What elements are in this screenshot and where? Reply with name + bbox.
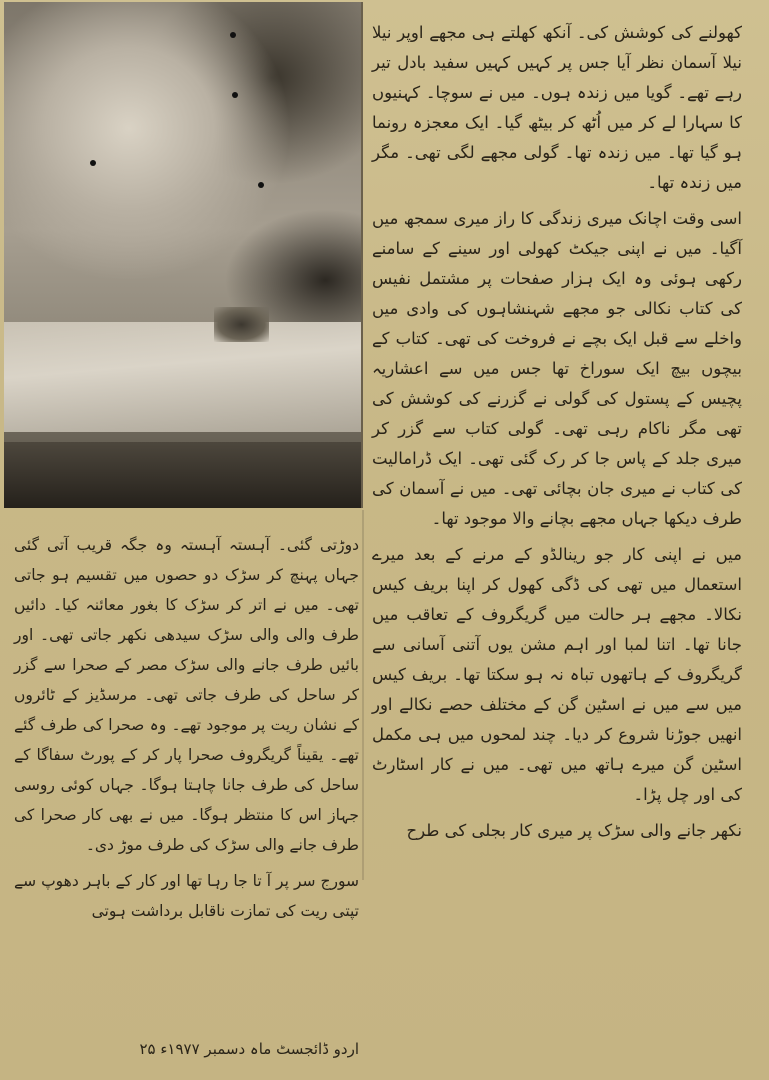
right-text-column xyxy=(372,18,742,852)
desert-road-photo xyxy=(4,2,363,508)
speck xyxy=(232,92,238,98)
paragraph: سورج سر پر آ تا جا رہا تھا اور کار کے باہر دھوپ سے تپتی ریت کی تمازت ناقابل برداشت ہوتی xyxy=(14,872,359,920)
column-divider xyxy=(362,510,364,880)
page-footer: اردو ڈائجسٹ ماہ دسمبر ۱۹۷۷ء ۲۵ xyxy=(139,1040,359,1058)
paragraph: اسی وقت اچانک میری زندگی کا راز میری سمجھ میں آگیا۔ میں نے اپنی جیکٹ کھولی اور سینے کے سامنے رکھی ہوئی وہ ایک ہزار صفحات پر مشتمل نفیس کی کتاب نکالی جو مجھے شہنشاہوں کی وادی میں واخلے سے قبل ایک بچے نے فروخت کی تھی۔ کتاب کے بیچوں بیچ ایک سوراخ تھا جس میں سے اعشاریہ پچیس کے پستول کی گولی نے گزرنے کی کوشش کی تھی مگر ناکام رہی تھی۔ گولی کتاب سے گزر کر میری جلد کے پاس جا کر رک گئی تھی۔ ایک ڈرامالیت کی کتاب نے میری جان بچائی تھی۔ میں نے آسمان کی طرف دیکھا جہاں مجھے بچانے والا موجود تھا۔ xyxy=(372,209,742,528)
road-area xyxy=(4,322,361,432)
paragraph: میں نے اپنی کار جو رینالڈو کے مرنے کے بعد میرے استعمال میں تھی کی ڈگی کھول کر اپنا بریف کیس نکالا۔ مجھے ہر حالت میں گریگروف کے تعاقب میں جانا تھا۔ اتنا لمبا اور اہم مشن یوں آتنی آسانی سے گریگروف کے ہاتھوں تباہ نہ ہو سکتا تھا۔ بریف کیس میں سے میں نے اسٹین گن کے مختلف حصے نکالے اور انھیں جوڑنا شروع کر دیا۔ چند لمحوں میں ہی مکمل اسٹین گن میرے ہاتھ میں تھی۔ میں نے کار اسٹارٹ کی اور چل پڑا۔ xyxy=(372,545,742,804)
speck xyxy=(230,32,236,38)
paragraph: کھولنے کی کوشش کی۔ آنکھ کھلتے ہی مجھے اوپر نیلا نیلا آسمان نظر آیا جس پر کہیں کہیں سفید بادل تیر رہے تھے۔ گویا میں زندہ ہوں۔ میں نے سوچا۔ کہنیوں کا سہارا لے کر میں اُٹھ کر بیٹھ گیا۔ ایک معجزہ رونما ہو گیا تھا۔ میں زندہ تھا۔ گولی مجھے لگی تھی۔ مگر میں زندہ تھا۔ xyxy=(372,23,742,192)
left-text-column xyxy=(14,530,359,932)
photo-shadow xyxy=(4,442,361,508)
car-silhouette xyxy=(214,307,269,342)
paragraph: نکھر جانے والی سڑک پر میری کار بجلی کی طرح xyxy=(406,821,742,840)
speck xyxy=(258,182,264,188)
speck xyxy=(90,160,96,166)
paragraph: دوڑتی گئی۔ آہستہ آہستہ وہ جگہ قریب آتی گئی جہاں پہنچ کر سڑک دو حصوں میں تقسیم ہو جاتی تھی۔ میں نے اتر کر سڑک کا بغور معائنہ کیا۔ دائیں طرف والی والی سڑک سیدھی نکھر جاتی تھی۔ اور بائیں طرف جانے والی سڑک مصر کے صحرا سے گزر کر ساحل کی طرف جاتی تھی۔ مرسڈیز کے ٹائروں کے نشان ریت پر موجود تھے۔ وہ صحرا کی طرف گئے تھے۔ یقیناً گریگروف صحرا پار کر کے پورٹ سفاگا کے ساحل کی طرف جانا چاہتا ہوگا۔ جہاں کوئی روسی جہاز اس کا منتظر ہوگا۔ میں نے بھی کار صحرا کی طرف جانے والی سڑک کی طرف موڑ دی۔ xyxy=(14,536,359,854)
